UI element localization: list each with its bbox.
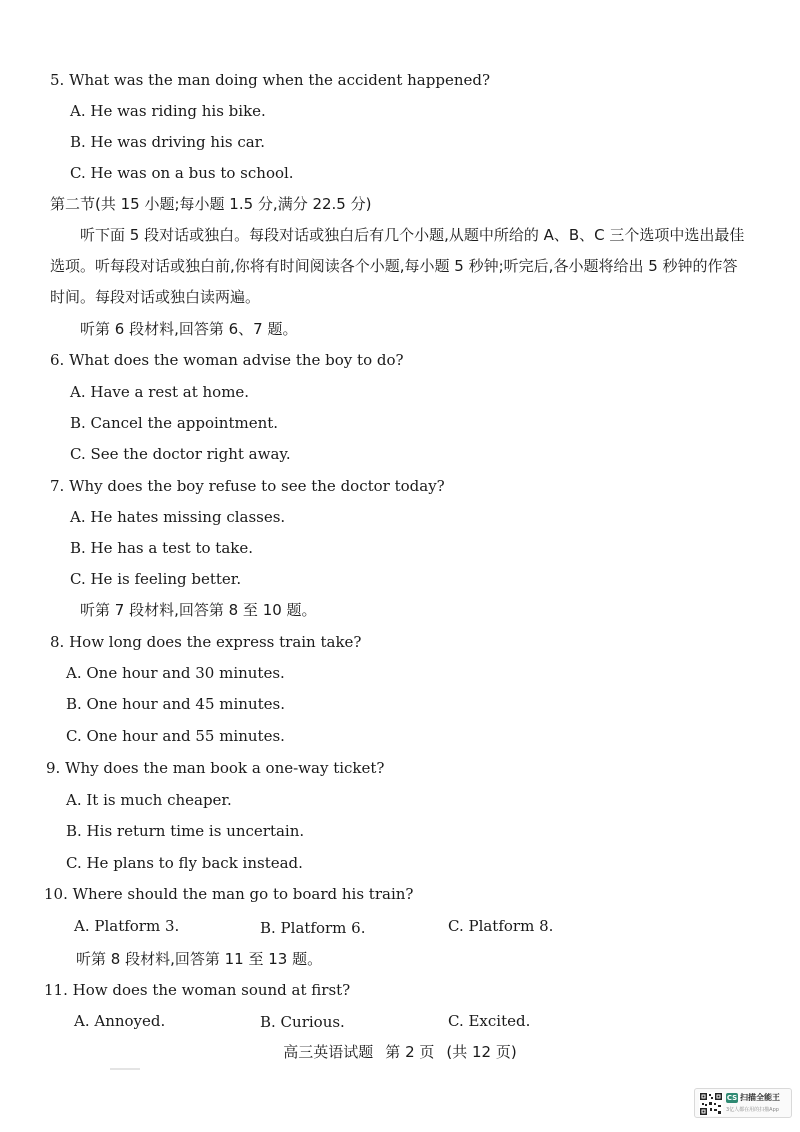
q7-option-a: A. He hates missing classes. xyxy=(70,508,286,526)
q10-option-c: C. Platform 8. xyxy=(448,917,554,935)
q9-option-c: C. He plans to fly back instead. xyxy=(66,854,303,872)
q9-option-b: B. His return time is uncertain. xyxy=(66,822,305,840)
material-8-note: 听第 8 段材料,回答第 11 至 13 题。 xyxy=(76,950,323,968)
q5-option-a: A. He was riding his bike. xyxy=(70,102,266,120)
q6-option-c: C. See the doctor right away. xyxy=(70,445,291,463)
q6-option-a: A. Have a rest at home. xyxy=(70,383,250,401)
watermark-tagline: 3亿人都在用的扫描App xyxy=(726,1107,779,1113)
q8-option-c: C. One hour and 55 minutes. xyxy=(66,727,285,745)
q8-option-b: B. One hour and 45 minutes. xyxy=(66,695,285,713)
q5-stem: 5. What was the man doing when the accident happened? xyxy=(50,71,491,89)
q6-option-b: B. Cancel the appointment. xyxy=(70,414,279,432)
q11-option-b: B. Curious. xyxy=(260,1013,345,1031)
material-6-note: 听第 6 段材料,回答第 6、7 题。 xyxy=(80,320,298,338)
footer-page-number: 第 2 页 xyxy=(385,1043,435,1061)
q10-option-b: B. Platform 6. xyxy=(260,919,366,937)
scan-smudge xyxy=(110,1068,140,1070)
section-instructions: 听下面 5 段对话或独白。每段对话或独白后有几个小题,从题中所给的 A、B、C 三个选项中选出最佳选项。听每段对话或独白前,你将有时间阅读各个小题,每小题 5 秒钟;听完后,各小题将给出 5 秒钟的作答时间。每段对话或独白读两遍。 xyxy=(50,226,745,306)
q7-option-c: C. He is feeling better. xyxy=(70,570,242,588)
qr-code-icon xyxy=(699,1092,723,1116)
section-heading: 第二节(共 15 小题;每小题 1.5 分,满分 22.5 分) xyxy=(50,195,372,213)
q7-option-b: B. He has a test to take. xyxy=(70,539,253,557)
material-7-note: 听第 7 段材料,回答第 8 至 10 题。 xyxy=(80,601,317,619)
q10-stem: 10. Where should the man go to board his train? xyxy=(44,885,414,903)
footer-page-total: (共 12 页) xyxy=(446,1043,517,1061)
camscanner-logo: CS xyxy=(726,1094,738,1102)
q8-stem: 8. How long does the express train take? xyxy=(50,633,362,651)
q11-option-c: C. Excited. xyxy=(448,1012,531,1030)
q10-option-a: A. Platform 3. xyxy=(74,917,180,935)
q9-option-a: A. It is much cheaper. xyxy=(66,791,232,809)
footer-title: 高三英语试题 xyxy=(283,1043,374,1061)
q5-option-c: C. He was on a bus to school. xyxy=(70,164,294,182)
scanner-watermark xyxy=(694,1088,792,1118)
page-footer xyxy=(0,1041,800,1062)
q7-stem: 7. Why does the boy refuse to see the doctor today? xyxy=(50,477,445,495)
q11-option-a: A. Annoyed. xyxy=(74,1012,166,1030)
q11-stem: 11. How does the woman sound at first? xyxy=(44,981,351,999)
q9-stem: 9. Why does the man book a one-way ticket? xyxy=(46,759,385,777)
q6-stem: 6. What does the woman advise the boy to do? xyxy=(50,351,404,369)
q5-option-b: B. He was driving his car. xyxy=(70,133,265,151)
q8-option-a: A. One hour and 30 minutes. xyxy=(66,664,285,682)
watermark-app-name: 扫描全能王 xyxy=(740,1093,780,1102)
